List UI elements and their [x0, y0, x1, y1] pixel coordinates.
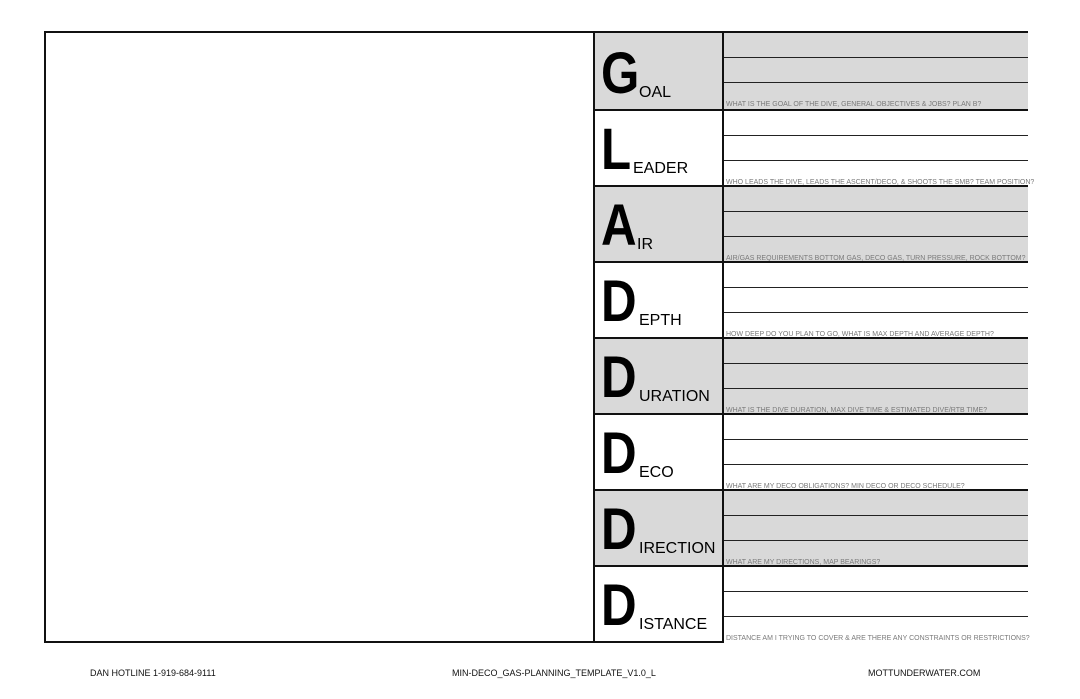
gladddd-grid	[593, 33, 1035, 642]
row-distance	[595, 565, 1028, 641]
entry-line[interactable]	[724, 187, 1028, 212]
entry-lines	[724, 187, 1028, 261]
hint-text: WHO LEADS THE DIVE, LEADS THE ASCENT/DECO, & SHOOTS THE SMB? TEAM POSITION?	[726, 179, 1035, 186]
label-rest: URATION	[639, 388, 710, 405]
row-air	[595, 185, 1028, 261]
entry-line[interactable]	[724, 212, 1028, 237]
entry-line[interactable]	[724, 339, 1028, 364]
entry-line[interactable]	[724, 592, 1028, 617]
initial-letter: D	[601, 497, 637, 562]
entry-lines	[724, 339, 1028, 413]
entry-line[interactable]	[724, 83, 1028, 109]
initial-letter: D	[601, 269, 637, 334]
row-leader	[595, 109, 1035, 186]
entry-lines	[724, 111, 1035, 186]
entry-line[interactable]	[724, 263, 1028, 288]
footer-hotline: DAN HOTLINE 1-919-684-9111	[90, 668, 216, 678]
label-rest: OAL	[639, 84, 672, 101]
initial-letter: G	[601, 41, 640, 106]
footer-template-name: MIN-DECO_GAS-PLANNING_TEMPLATE_V1.0_L	[452, 668, 656, 678]
entry-lines	[724, 263, 1028, 337]
label-cell	[595, 415, 724, 489]
hint-text: WHAT ARE MY DIRECTIONS, MAP BEARINGS?	[726, 559, 881, 566]
entry-line[interactable]	[724, 364, 1028, 389]
initial-letter: D	[601, 573, 637, 638]
entry-line[interactable]	[724, 33, 1028, 58]
label-cell	[595, 491, 724, 565]
row-depth	[595, 261, 1028, 337]
label-rest: ECO	[639, 464, 674, 481]
entry-line[interactable]	[724, 313, 1028, 339]
entry-lines	[724, 415, 1028, 489]
entry-lines	[724, 567, 1028, 641]
label-cell	[595, 263, 724, 337]
label-rest: EADER	[633, 160, 689, 177]
entry-line[interactable]	[724, 541, 1028, 567]
entry-line[interactable]	[724, 288, 1028, 313]
hint-text: AIR/GAS REQUIREMENTS BOTTOM GAS, DECO GAS, TURN PRESSURE, ROCK BOTTOM?	[726, 255, 1026, 262]
hint-text: WHAT IS THE GOAL OF THE DIVE, GENERAL OBJECTIVES & JOBS? PLAN B?	[726, 101, 982, 108]
entry-lines	[724, 33, 1028, 109]
hint-text: WHAT IS THE DIVE DURATION, MAX DIVE TIME & ESTIMATED DIVE/RTB TIME?	[726, 407, 988, 414]
planning-sheet	[44, 31, 1035, 643]
entry-line[interactable]	[724, 136, 1028, 161]
entry-line[interactable]	[724, 465, 1028, 491]
entry-line[interactable]	[724, 491, 1028, 516]
hint-text: WHAT ARE MY DECO OBLIGATIONS? MIN DECO OR DECO SCHEDULE?	[726, 483, 965, 490]
entry-line[interactable]	[724, 440, 1028, 465]
row-duration	[595, 337, 1028, 413]
entry-line[interactable]	[724, 415, 1028, 440]
row-direction	[595, 489, 1028, 565]
entry-line[interactable]	[724, 617, 1028, 643]
label-cell	[595, 567, 724, 641]
row-deco	[595, 413, 1028, 489]
label-rest: IRECTION	[639, 540, 716, 557]
initial-letter: D	[601, 421, 637, 486]
label-rest: EPTH	[639, 312, 682, 329]
label-rest: IR	[637, 236, 653, 253]
footer-website: MOTTUNDERWATER.COM	[868, 668, 981, 678]
hint-text: HOW DEEP DO YOU PLAN TO GO, WHAT IS MAX DEPTH AND AVERAGE DEPTH?	[726, 331, 994, 338]
entry-line[interactable]	[724, 58, 1028, 83]
entry-line[interactable]	[724, 516, 1028, 541]
hint-text: DISTANCE AM I TRYING TO COVER & ARE THERE ANY CONSTRAINTS OR RESTRICTIONS?	[726, 635, 1030, 642]
entry-line[interactable]	[724, 389, 1028, 415]
entry-lines	[724, 491, 1028, 565]
label-cell	[595, 187, 724, 261]
entry-line[interactable]	[724, 567, 1028, 592]
row-goal	[595, 33, 1028, 109]
label-rest: ISTANCE	[639, 616, 708, 633]
initial-letter: L	[601, 117, 632, 182]
label-cell	[595, 33, 724, 109]
label-cell	[595, 111, 724, 185]
entry-line[interactable]	[724, 161, 1035, 187]
initial-letter: D	[601, 345, 637, 410]
initial-letter: A	[601, 193, 637, 258]
notes-area[interactable]	[46, 33, 593, 641]
entry-line[interactable]	[724, 237, 1028, 263]
label-cell	[595, 339, 724, 413]
entry-line[interactable]	[724, 111, 1028, 136]
